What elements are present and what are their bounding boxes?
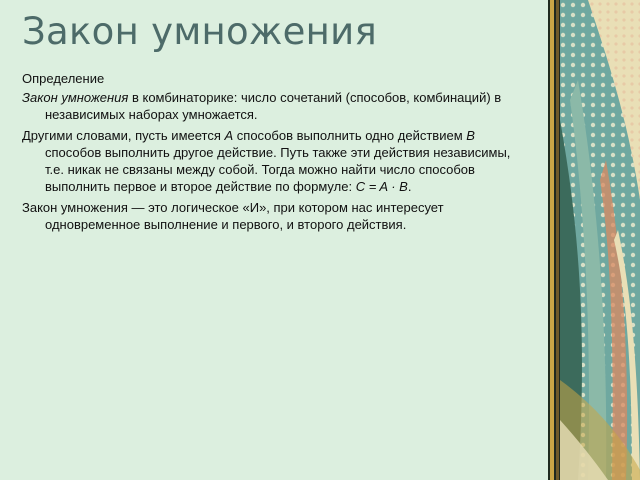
- slide-content: [22, 70, 522, 237]
- decorative-frame: [548, 0, 640, 480]
- variable-b: B: [466, 128, 475, 143]
- explanation-text-3: способов выполнить другое действие. Путь также эти действия независимы, т.е. никак не связаны между собой. Тогда можно найти число способов выполнить первое и второе действие по формуле:: [45, 145, 511, 194]
- paragraph-explanation: [22, 127, 522, 195]
- explanation-text-4: .: [407, 179, 412, 194]
- definition-heading: Определение: [22, 71, 105, 86]
- definition-text: в комбинаторике: число сочетаний (способов, комбинаций) в независимых наборах умножается.: [45, 90, 502, 122]
- ornament-graphic: [548, 0, 640, 480]
- explanation-text-2: способов выполнить одно действием: [233, 128, 467, 143]
- formula: C = A · B: [355, 179, 408, 194]
- slide-title: Закон умножения: [22, 10, 378, 53]
- paragraph-definition: [22, 89, 522, 123]
- variable-a: A: [224, 128, 234, 143]
- explanation-text-1: Другими словами, пусть имеется: [22, 128, 225, 143]
- paragraph-logical-and: Закон умножения — это логическое «И», при котором нас интересует одновременное выполнение и первого, и второго действия.: [22, 200, 444, 232]
- term-emphasis: Закон умножения: [22, 90, 129, 105]
